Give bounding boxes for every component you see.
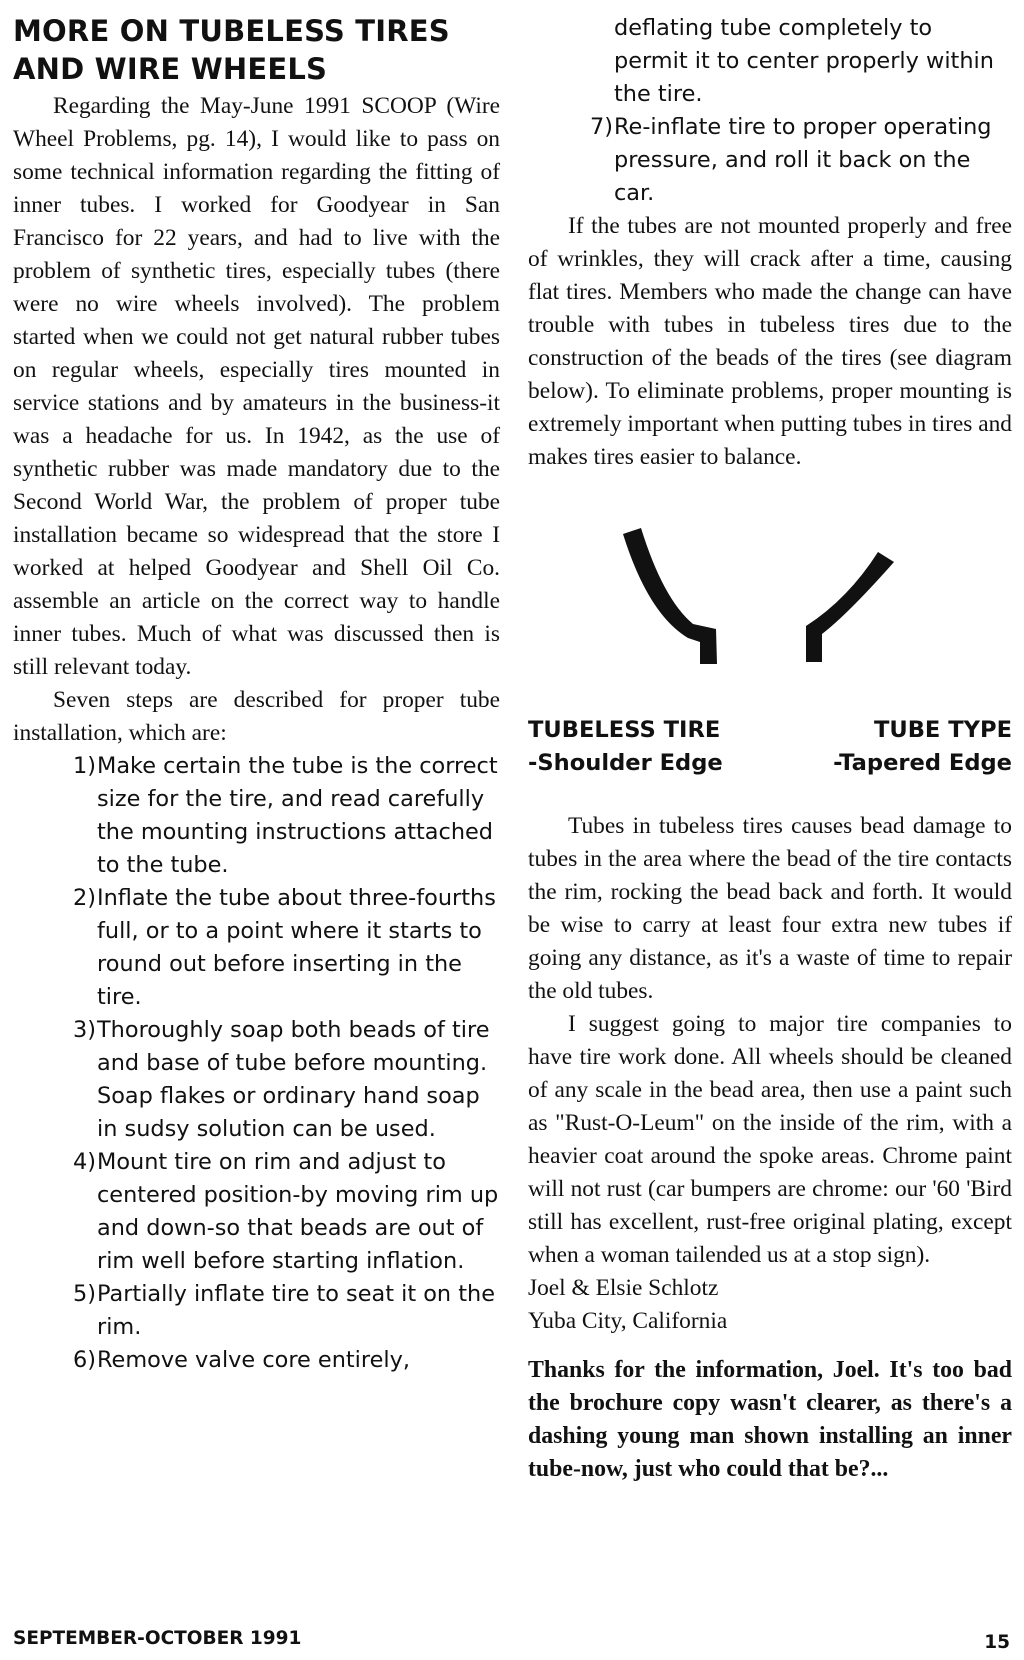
signature-location: Yuba City, California <box>528 1308 728 1334</box>
tubeless-shoulder-edge-shape <box>623 528 717 664</box>
step-7 <box>590 111 1012 210</box>
step-text: deflating tube completely to permit it to center properly within the tire. <box>614 15 994 107</box>
tube-type-label-group <box>833 714 1012 780</box>
step-number: 7) <box>590 114 613 140</box>
step-number: 3) <box>73 1017 96 1043</box>
step-text: Mount tire on rim and adjust to centered position-by moving rim up and down-so that beads are out of rim well before starting inflation. <box>97 1149 499 1274</box>
step-item <box>73 750 500 882</box>
tube-mounting-paragraph: If the tubes are not mounted properly and free of wrinkles, they will crack after a time, causing flat tires. Members who made the change can have trouble with tubes in tubeless tires due to the construction of the beads of the tires (see diagram below). To eliminate problems, proper mounting is extremely important when putting tubes in tires and makes tires easier to balance. <box>528 213 1012 470</box>
advice-paragraph: I suggest going to major tire companies to have tire work done. All wheels should be cleaned of any scale in the bead area, then use a paint such as "Rust-O-Leum" on the inside of the rim, with a heavier coat around the spoke areas. Chrome paint will not rust (car bumpers are chrome: our '60 'Bird still has excellent, rust-free original plating, except when a woman tailended us at a stop sign). <box>528 1011 1012 1268</box>
bead-damage-paragraph: Tubes in tubeless tires causes bead damage to tubes in the area where the bead of the tire contacts the rim, rocking the bead back and forth. It would be wise to carry at least four extra new tubes if going any distance, as it's a waste of time to repair the old tubes. <box>528 813 1012 1004</box>
intro-paragraph: Regarding the May-June 1991 SCOOP (Wire Wheel Problems, pg. 14), I would like to pass on some technical information regarding the fitting of inner tubes. I worked for Goodyear in San Francisco for 22 years, and had to live with the problem of synthetic tires, especially tubes (there were no wire wheels involved). The problem started when we could not get natural rubber tubes on regular wheels, especially tires mounted in service stations and by amateurs in the business-it was a headache for us. In 1942, as the use of synthetic rubber was made mandatory due to the Second World War, the problem of proper tube installation became so widespread that the store I worked at helped Goodyear and Shell Oil Co. assemble an article on the correct way to handle inner tubes. Much of what was discussed then is still relevant today. <box>13 93 500 680</box>
bead-profile-drawing <box>528 514 1012 714</box>
step-item <box>73 882 500 1014</box>
editor-reply: Thanks for the information, Joel. It's too bad the brochure copy wasn't clearer, as there's a dashing young man shown installing an inner tube-now, just who could that be?... <box>528 1357 1012 1482</box>
step-text: Re-inflate tire to proper operating pressure, and roll it back on the car. <box>614 114 992 206</box>
step-6-continued <box>614 12 1012 111</box>
headline-line-1: MORE ON TUBELESS TIRES <box>13 14 450 48</box>
issue-date-footer: SEPTEMBER-OCTOBER 1991 <box>13 1628 302 1649</box>
shoulder-edge-label: -Shoulder Edge <box>528 750 723 776</box>
steps-list <box>73 750 500 1377</box>
tube-type-label: TUBE TYPE <box>873 717 1012 743</box>
step-text: Thoroughly soap both beads of tire and base of tube before mounting. Soap flakes or ordinary hand soap in sudsy solution can be used. <box>97 1017 490 1142</box>
left-column <box>13 12 500 1377</box>
tube-type-tapered-edge-shape <box>806 552 894 662</box>
headline-line-2: AND WIRE WHEELS <box>13 52 328 86</box>
step-text: Inflate the tube about three-fourths full, or to a point where it starts to round out before inserting in the tire. <box>97 885 496 1010</box>
step-item <box>73 1146 500 1278</box>
step-number: 1) <box>73 753 96 779</box>
steps-intro-paragraph: Seven steps are described for proper tube installation, which are: <box>13 687 500 746</box>
step-number: 4) <box>73 1149 96 1175</box>
tubeless-tire-label: TUBELESS TIRE <box>528 717 721 743</box>
step-number: 5) <box>73 1281 96 1307</box>
step-item <box>590 111 1012 210</box>
step-item <box>73 1344 500 1377</box>
step-text: Remove valve core entirely, <box>97 1347 410 1373</box>
right-column <box>528 12 1012 1486</box>
step-item <box>73 1278 500 1344</box>
tubeless-label-group <box>528 714 723 780</box>
step-number: 2) <box>73 885 96 911</box>
tapered-edge-label: -Tapered Edge <box>833 750 1012 776</box>
spacer <box>528 1338 1012 1354</box>
step-text: Partially inflate tire to seat it on the rim. <box>97 1281 495 1340</box>
step-number: 6) <box>73 1347 96 1373</box>
article-headline <box>13 12 500 88</box>
spacer <box>528 780 1012 810</box>
step-text: Make certain the tube is the correct size for the tire, and read carefully the mounting instructions attached to the tube. <box>97 753 498 878</box>
signature-name: Joel & Elsie Schlotz <box>528 1275 719 1301</box>
step-item <box>73 1014 500 1146</box>
diagram-labels <box>528 714 1012 780</box>
tire-bead-diagram <box>528 514 1012 714</box>
page-number: 15 <box>984 1632 1010 1653</box>
